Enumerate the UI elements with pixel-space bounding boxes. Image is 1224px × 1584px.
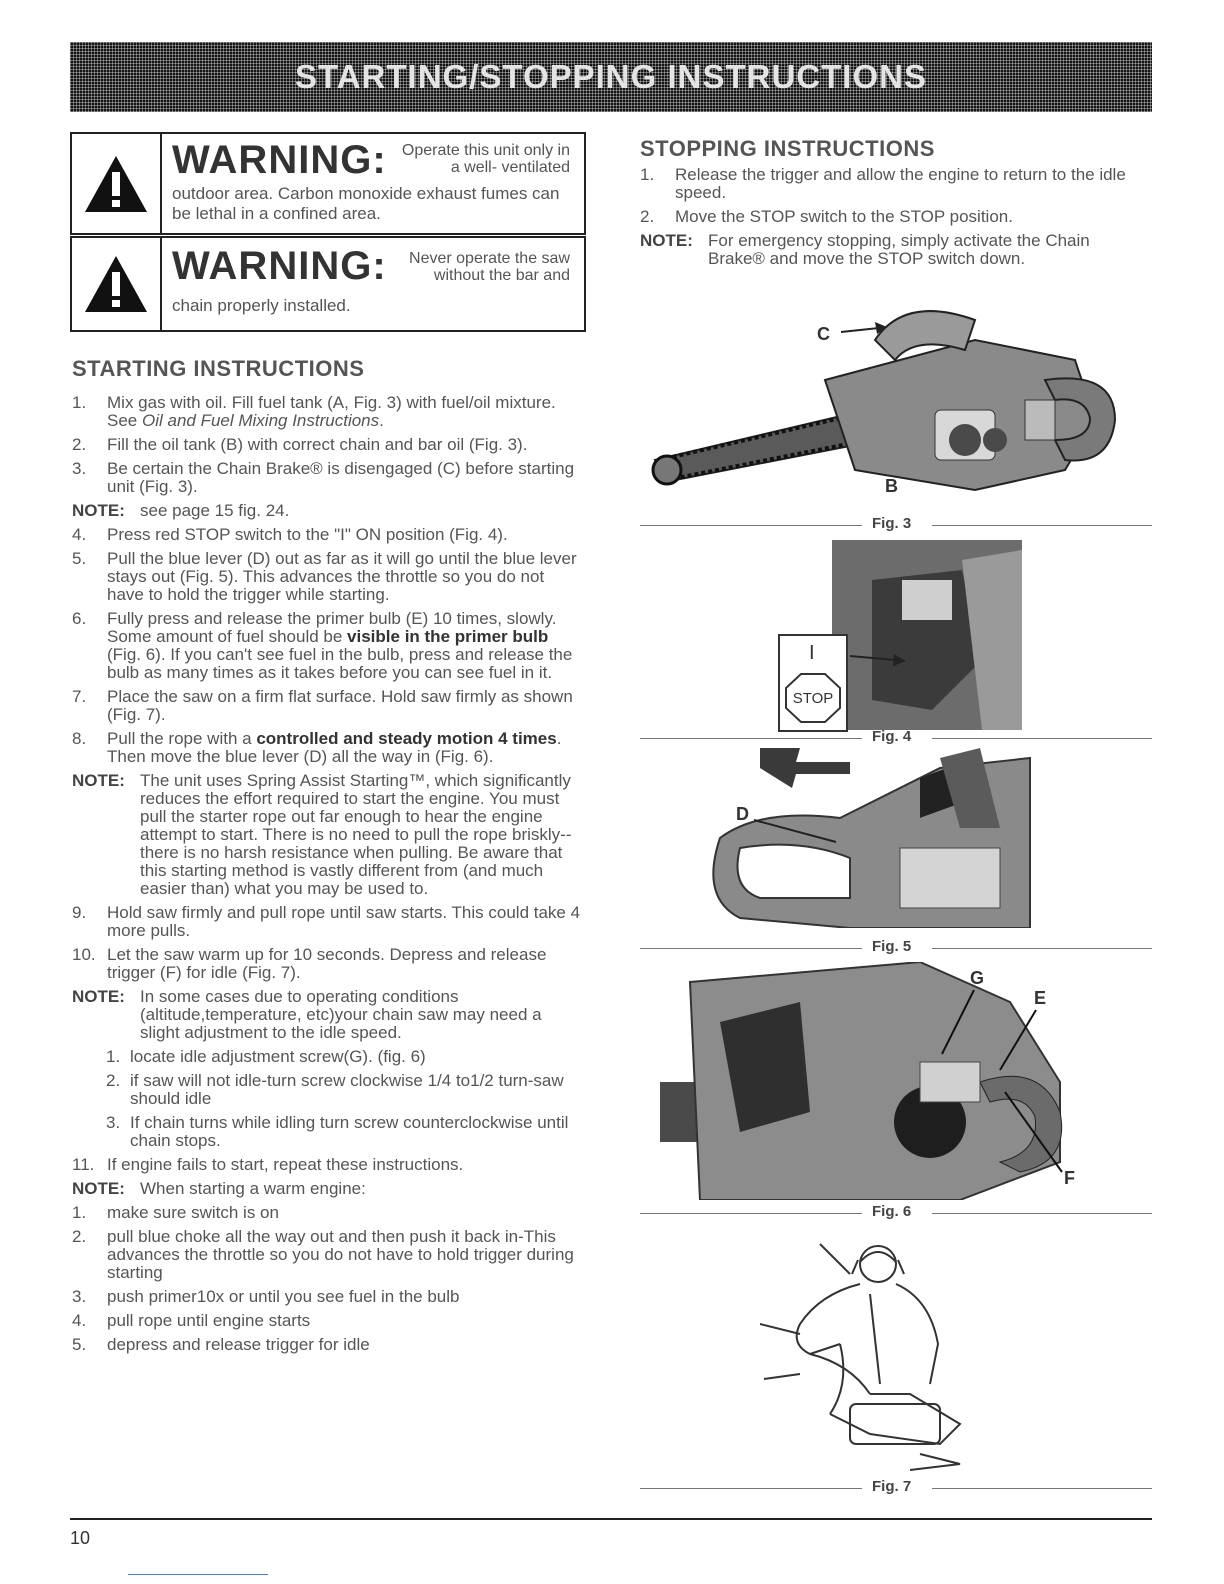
starting-note xyxy=(72,502,582,520)
stopping-step xyxy=(640,166,1150,202)
step-number: 2. xyxy=(106,1071,121,1090)
callout-e: E xyxy=(1034,988,1047,1008)
figure-4-caption: Fig. 4 xyxy=(640,728,1152,748)
starting-substep xyxy=(72,1114,582,1150)
step-bold-text: controlled and steady motion 4 times xyxy=(256,729,557,748)
lever-photo xyxy=(700,748,1040,928)
step-text: Let the saw warm up for 10 seconds. Depress and release trigger (F) for idle (Fig. 7). xyxy=(107,945,547,982)
warning-lead-text: Never operate the saw without the bar and xyxy=(409,250,570,284)
figure-7-caption: Fig. 7 xyxy=(640,1478,1152,1498)
starting-step xyxy=(72,460,582,496)
step-number: 10. xyxy=(72,945,96,964)
starting-substep xyxy=(72,1048,582,1066)
step-number: 4. xyxy=(72,1311,87,1330)
note-text: When starting a warm engine: xyxy=(140,1179,366,1198)
warning-heading: WARNING: xyxy=(172,138,387,182)
warning-triangle-icon xyxy=(83,254,149,314)
step-text: Mix gas with oil. Fill fuel tank (A, Fig. 3) with fuel/oil mixture. See xyxy=(107,393,556,430)
step-text: If engine fails to start, repeat these instructions. xyxy=(107,1155,464,1174)
step-text: locate idle adjustment screw(G). (fig. 6) xyxy=(130,1047,426,1066)
note-label: NOTE: xyxy=(72,987,125,1006)
starting-step xyxy=(72,526,582,544)
step-text: pull rope until engine starts xyxy=(107,1311,311,1330)
starting-step xyxy=(72,946,582,982)
starting-substep xyxy=(72,1072,582,1108)
warning-icon-cell xyxy=(72,238,162,330)
starting-note xyxy=(72,772,582,898)
callout-g: G xyxy=(970,968,985,988)
step-number: 3. xyxy=(72,459,87,478)
starting-step xyxy=(72,436,582,454)
step-text-tail: (Fig. 6). If you can't see fuel in the bulb, press and release the bulb as many times as it takes before you can see fuel in it. xyxy=(107,645,573,682)
note-text: For emergency stopping, simply activate the Chain Brake® and move the STOP switch down. xyxy=(708,231,1090,268)
page-banner xyxy=(70,42,1152,112)
step-number: 11. xyxy=(72,1155,95,1174)
starting-step xyxy=(72,1204,582,1222)
note-text: The unit uses Spring Assist Starting™, which significantly reduces the effort required to start the engine. You must pull the starter rope out far enough to hear the engine attempt to start. There is no need to pull the rope briskly-- there is no harsh resistance when pulling. Be aware that this starting method is vastly different from (and much easier than) what you may be used to. xyxy=(140,771,572,898)
callout-b: B xyxy=(885,476,898,496)
warning-body-text: outdoor area. Carbon monoxide exhaust fumes can be lethal in a confined area. xyxy=(172,184,560,223)
step-text-tail: . xyxy=(379,411,384,430)
note-text: see page 15 fig. 24. xyxy=(140,501,290,520)
arrow-right-icon xyxy=(839,320,889,340)
warning-lead-text: Operate this unit only in a well- ventilated xyxy=(401,142,570,176)
switch-on-label: I xyxy=(809,642,815,664)
page-number: 10 xyxy=(70,1528,91,1548)
step-number: 6. xyxy=(72,609,87,628)
step-number: 1. xyxy=(640,165,655,184)
step-number: 5. xyxy=(72,1335,87,1354)
step-text: Fully press and release the primer bulb (E) 10 times, slowly. Some amount of fuel should be xyxy=(107,609,557,646)
step-number: 3. xyxy=(72,1287,87,1306)
warning-box-ventilation xyxy=(70,132,586,235)
stopping-heading: STOPPING INSTRUCTIONS xyxy=(640,136,935,161)
step-text: Release the trigger and allow the engine to return to the idle speed. xyxy=(675,165,1126,202)
step-text: Be certain the Chain Brake® is disengaged (C) before starting unit (Fig. 3). xyxy=(107,459,575,496)
figure-7-operator xyxy=(760,1234,980,1474)
figure-4-stop-switch xyxy=(762,540,1022,730)
stopping-instructions-list xyxy=(640,166,1150,274)
step-bold-text: visible in the primer bulb xyxy=(347,627,549,646)
stopping-step xyxy=(640,208,1150,226)
note-label: NOTE: xyxy=(72,771,125,790)
operator-line-drawing xyxy=(760,1234,980,1474)
step-number: 2. xyxy=(640,207,655,226)
step-number: 9. xyxy=(72,903,87,922)
figure-5-caption: Fig. 5 xyxy=(640,938,1152,958)
starting-note xyxy=(72,988,582,1042)
starting-step xyxy=(72,1312,582,1330)
step-number: 1. xyxy=(106,1047,121,1066)
starting-step xyxy=(72,904,582,940)
warning-body-text: chain properly installed. xyxy=(172,296,351,315)
step-text: make sure switch is on xyxy=(107,1203,279,1222)
step-text: pull blue choke all the way out and then push it back in-This advances the throttle so you do not have to hold trigger during starting xyxy=(107,1227,574,1282)
note-label: NOTE: xyxy=(72,1179,125,1198)
warning-box-bar-chain xyxy=(70,236,586,332)
step-text: Pull the blue lever (D) out as far as it will go until the blue lever stays out (Fig. 5). This advances the throttle so you do not have to hold the trigger while starting. xyxy=(107,549,577,604)
starting-instructions-list xyxy=(72,394,582,1360)
step-text-tail: . Then move the blue lever (D) all the way in (Fig. 6). xyxy=(107,729,562,766)
step-text: Move the STOP switch to the STOP position. xyxy=(675,207,1013,226)
step-italic-text: Oil and Fuel Mixing Instructions xyxy=(141,411,380,430)
step-number: 2. xyxy=(72,435,87,454)
callout-lines xyxy=(660,962,1100,1200)
figure-5-blue-lever xyxy=(700,748,1040,928)
step-text: Place the saw on a firm flat surface. Hold saw firmly as shown (Fig. 7). xyxy=(107,687,573,724)
step-text: Press red STOP switch to the "I" ON position (Fig. 4). xyxy=(107,525,508,544)
callout-d: D xyxy=(736,804,749,824)
figure-6-primer-bulb xyxy=(660,962,1100,1200)
note-label: NOTE: xyxy=(72,501,125,520)
note-label: NOTE: xyxy=(640,231,693,250)
starting-note xyxy=(72,1180,582,1198)
step-text: If chain turns while idling turn screw counterclockwise until chain stops. xyxy=(130,1113,569,1150)
figure-3-chainsaw xyxy=(645,300,1125,510)
starting-step xyxy=(72,394,582,430)
starting-step xyxy=(72,550,582,604)
warning-triangle-icon xyxy=(83,154,149,214)
step-number: 1. xyxy=(72,393,87,412)
step-number: 7. xyxy=(72,687,87,706)
switch-detail-box xyxy=(778,634,848,732)
arrow-right-icon xyxy=(848,648,908,668)
step-number: 1. xyxy=(72,1203,87,1222)
step-number: 2. xyxy=(72,1227,87,1246)
starting-heading: STARTING INSTRUCTIONS xyxy=(72,356,365,381)
step-text: depress and release trigger for idle xyxy=(107,1335,370,1354)
starting-step xyxy=(72,1156,582,1174)
step-number: 3. xyxy=(106,1113,121,1132)
warning-icon-cell xyxy=(72,134,162,233)
step-number: 4. xyxy=(72,525,87,544)
starting-step xyxy=(72,1336,582,1354)
step-text: Hold saw firmly and pull rope until saw starts. This could take 4 more pulls. xyxy=(107,903,581,940)
step-text: push primer10x or until you see fuel in the bulb xyxy=(107,1287,460,1306)
step-text: Fill the oil tank (B) with correct chain and bar oil (Fig. 3). xyxy=(107,435,528,454)
callout-f: F xyxy=(1064,1168,1075,1188)
figure-6-caption: Fig. 6 xyxy=(640,1203,1152,1223)
starting-step xyxy=(72,1228,582,1282)
starting-step xyxy=(72,688,582,724)
starting-step xyxy=(72,610,582,682)
banner-title: STARTING/STOPPING INSTRUCTIONS xyxy=(295,58,927,95)
stopping-note xyxy=(640,232,1150,268)
footer-rule xyxy=(70,1518,1152,1520)
step-number: 5. xyxy=(72,549,87,568)
step-number: 8. xyxy=(72,729,87,748)
starting-step xyxy=(72,1288,582,1306)
switch-stop-label: STOP xyxy=(792,690,834,707)
step-text: Pull the rope with a xyxy=(107,729,257,748)
figure-3-caption: Fig. 3 xyxy=(640,515,1152,535)
footer-link-underline xyxy=(128,1574,268,1575)
warning-heading: WARNING: xyxy=(172,244,387,288)
note-text: In some cases due to operating conditions (altitude,temperature, etc)your chain saw may need a slight adjustment to the idle speed. xyxy=(140,987,542,1042)
callout-line xyxy=(752,816,842,846)
starting-step xyxy=(72,730,582,766)
step-text: if saw will not idle-turn screw clockwise 1/4 to1/2 turn-saw should idle xyxy=(130,1071,564,1108)
callout-c: C xyxy=(817,324,830,344)
